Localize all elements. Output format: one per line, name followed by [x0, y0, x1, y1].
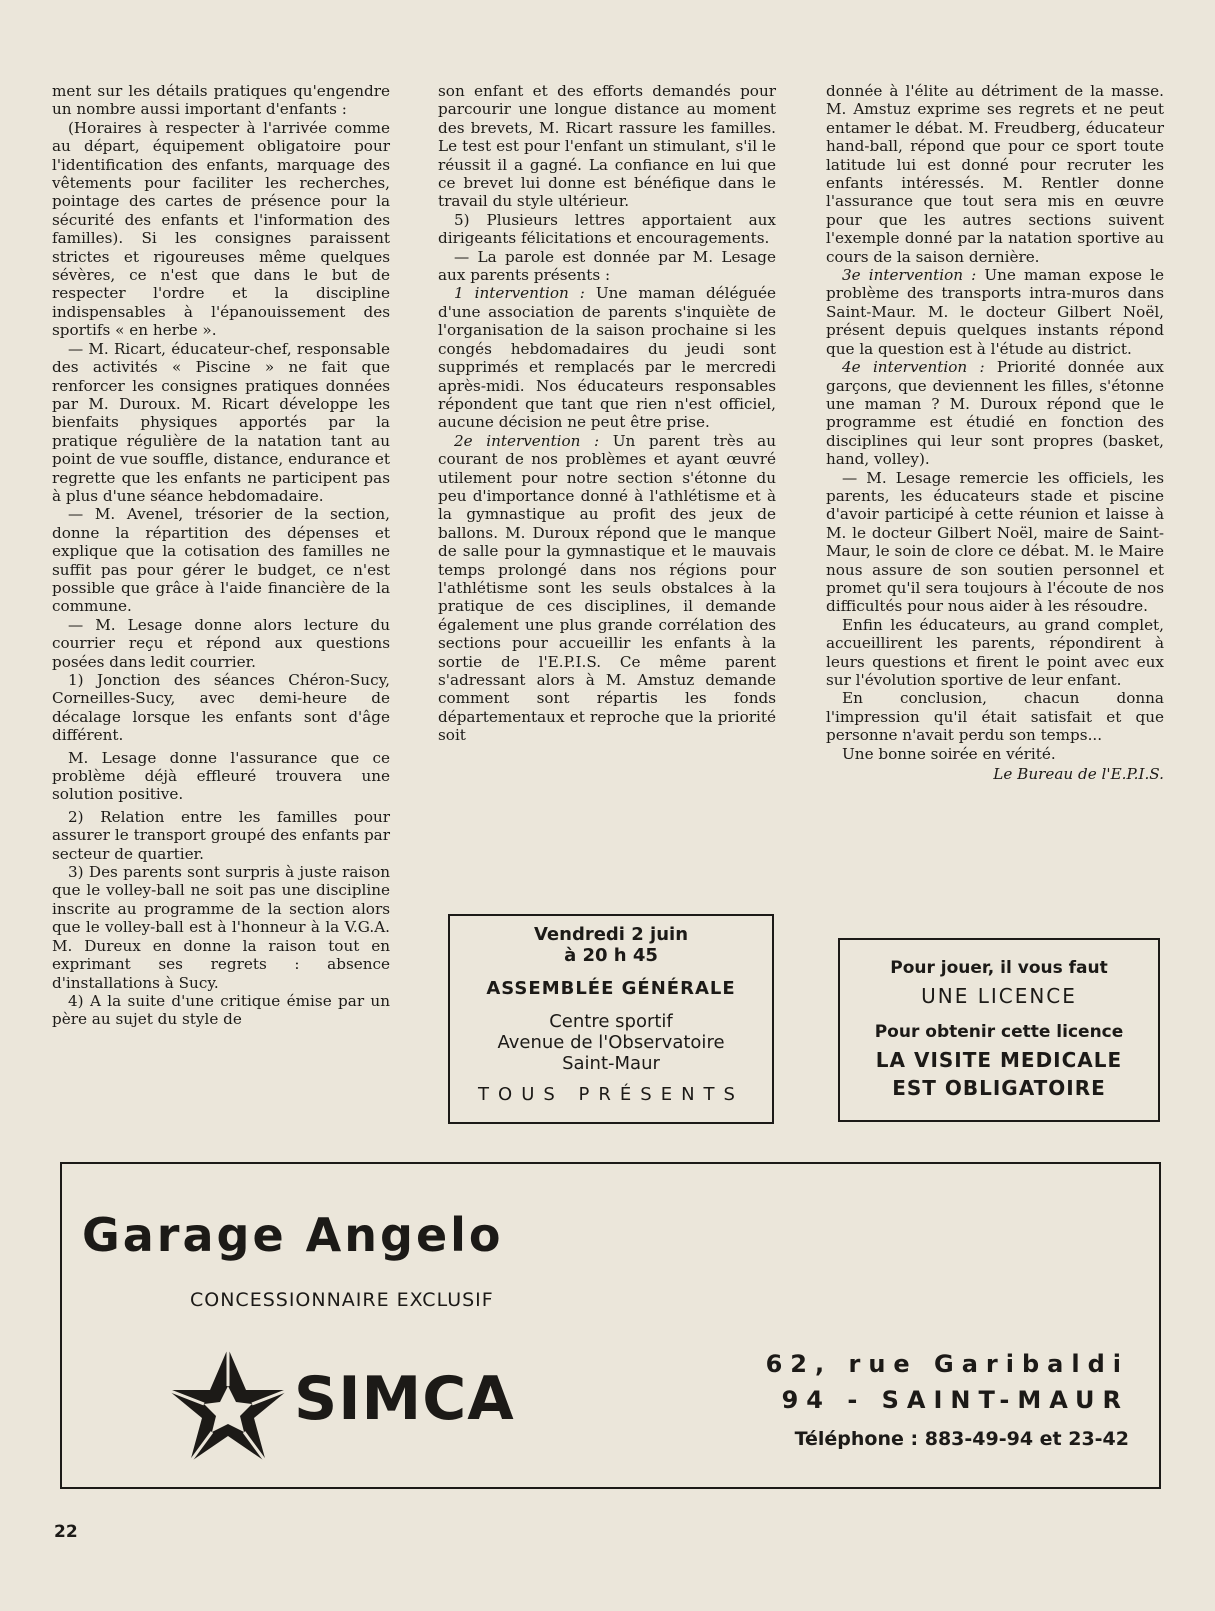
meeting-time: à 20 h 45 — [564, 945, 658, 966]
intervention-label: 2e intervention : — [454, 431, 600, 450]
meeting-place: Centre sportif — [549, 1011, 673, 1032]
page-number: 22 — [54, 1522, 78, 1542]
paragraph: — M. Ricart, éducateur-chef, responsable des activités « Piscine » ne fait que renforcer les consignes pratiques données par M. Duroux. M. Ricart développe les bienfaits physiques apportés par la pratique régulière de la natation tant au point de vue souffle, distance, endurance et regrette que les enfants ne participent pas à plus d'une séance hebdomadaire. — [52, 339, 390, 505]
paragraph: 2) Relation entre les familles pour assurer le transport groupé des enfants par secteur de quartier. — [52, 807, 390, 863]
ad-phone: Téléphone : 883-49-94 et 23-42 — [794, 1428, 1129, 1450]
licence-line: Pour obtenir cette licence — [874, 1022, 1124, 1042]
ad-logo-text: SIMCA — [294, 1364, 515, 1434]
paragraph: 5) Plusieurs lettres apportaient aux dirigeants félicitations et encouragements. — [438, 210, 776, 248]
paragraph: 4) A la suite d'une critique émise par un père au sujet du style de — [52, 991, 390, 1029]
paragraph: Enfin les éducateurs, au grand complet, accueillirent les parents, répondirent à leurs questions et firent le point avec eux sur l'évolution sportive de leur enfant. — [826, 615, 1164, 689]
paragraph: ment sur les détails pratiques qu'engendre un nombre aussi important d'enfants : — [52, 82, 390, 119]
paragraph: donnée à l'élite au détriment de la masse. M. Amstuz exprime ses regrets et ne peut entamer le débat. M. Freudberg, éducateur hand-ball, répond que pour ce sport toute latitude lui est donné pour recruter les enfants intéressés. M. Rentler donne l'assurance que tout sera mis en œuvre pour que les autres sections suivent l'exemple donné par la natation sportive au cours de la saison dernière. — [826, 82, 1164, 266]
ad-address-line: 62, rue Garibaldi — [765, 1350, 1129, 1378]
licence-line: EST OBLIGATOIRE — [892, 1076, 1106, 1100]
paragraph: — M. Lesage remercie les officiels, les parents, les éducateurs stade et piscine d'avoir participé à cette réunion et laisse à M. le docteur Gilbert Noël, maire de Saint-Maur, le soin de clore ce débat. M. le Maire nous assure de son soutien personnel et promet qu'il sera toujours à l'écoute de nos difficultés pour nous aider à les résoudre. — [826, 468, 1164, 616]
paragraph: Une bonne soirée en vérité. — [842, 744, 1056, 763]
intervention-label: 1 intervention : — [454, 284, 585, 303]
meeting-place: Avenue de l'Observatoire — [497, 1032, 725, 1053]
paragraph: son enfant et des efforts demandés pour parcourir une longue distance au moment des brevets, M. Ricart rassure les familles. Le test est pour l'enfant un stimulant, s'il le réussit il a gagné. La confiance en lui que ce brevet lui donne est bénéfique dans le travail du style ultérieur. — [438, 82, 776, 211]
meeting-date: Vendredi 2 juin — [533, 924, 689, 945]
paragraph: — M. Lesage donne alors lecture du courrier reçu et répond aux questions posées dans ledit courrier. — [52, 615, 390, 671]
licence-notice-box — [838, 938, 1160, 1122]
paragraph: M. Lesage donne l'assurance que ce problème déjà effleuré trouvera une solution positive. — [52, 748, 390, 804]
paragraph — [438, 284, 776, 431]
paragraph: (Horaires à respecter à l'arrivée comme au départ, équipement obligatoire pour l'identification des enfants, marquage des vêtements pour faciliter les recherches, pointage des cartes de présence pour la sécurité des enfants et l'information des familles). Si les consignes paraissent strictes et rigoureuses même quelques sévères, ce n'est que dans le but de respecter l'ordre et la discipline indispensables à l'épanouissement des sportifs « en herbe ». — [52, 118, 390, 340]
paragraph — [826, 358, 1164, 468]
meeting-title: ASSEMBLÉE GÉNÉRALE — [486, 978, 736, 999]
meeting-footer: TOUS PRÉSENTS — [478, 1084, 744, 1105]
article-column-2 — [438, 82, 776, 745]
article-column-1 — [52, 82, 390, 1029]
licence-line: UNE LICENCE — [921, 984, 1077, 1008]
paragraph: En conclusion, chacun donna l'impression qu'il était satisfait et que personne n'avait perdu son temps... — [826, 689, 1164, 745]
intervention-text: Un parent très au courant de nos problèmes et ayant œuvré utilement pour notre section s'étonne du peu d'importance donné à l'athlétisme et à la gymnastique au profit des jeux de ballons. M. Duroux répond que le manque de salle pour la gymnastique et le mauvais temps prolongé dans nos régions pour l'athlétisme sont les seuls obstalces à la pratique de ces disciplines, il demande également une plus grande corrélation des sections pour accueillir les enfants à la sortie de l'E.P.I.S. Ce même parent s'adressant alors à M. Amstuz demande comment sont répartis les fonds départementaux et reproche que la priorité soit — [438, 431, 776, 745]
paragraph: 3) Des parents sont surpris à juste raison que le volley-ball ne soit pas une discipline inscrite au programme de la section alors que le volley-ball est à l'honneur à la V.G.A. M. Dureux en donne la raison tout en exprimant ses regrets : absence d'installations à Sucy. — [52, 863, 390, 992]
ad-dealer-line: CONCESSIONNAIRE EXCLUSIF — [190, 1289, 494, 1311]
paragraph: — La parole est donnée par M. Lesage aux parents présents : — [438, 247, 776, 285]
licence-line: LA VISITE MEDICALE — [875, 1048, 1123, 1072]
intervention-text: Une maman déléguée d'une association de parents s'inquiète de l'organisation de la saison prochaine si les congés hebdomadaires du jeudi sont supprimés et remplacés par le mercredi après-midi. Nos éducateurs responsables répondent que tant que rien n'est officiel, aucune décision ne peut être prise. — [438, 284, 776, 432]
simca-star-logo-icon — [166, 1346, 290, 1466]
advertisement — [60, 1162, 1161, 1489]
intervention-text: Priorité donnée aux garçons, que deviennent les filles, s'étonne une maman ? M. Duroux répond que le programme est étudié en fonction des disciplines qui leur sont propres (basket, hand, volley). — [826, 358, 1164, 469]
paragraph — [438, 432, 776, 745]
meeting-announcement-box — [448, 914, 774, 1124]
intervention-label: 3e intervention : — [842, 266, 977, 285]
intervention-label: 4e intervention : — [842, 358, 985, 377]
article-column-3 — [826, 82, 1164, 783]
licence-line: Pour jouer, il vous faut — [890, 958, 1108, 978]
paragraph: — M. Avenel, trésorier de la section, donne la répartition des dépenses et explique que la cotisation des familles ne suffit pas pour gérer le budget, ce n'est possible que grâce à l'aide financière de la commune. — [52, 505, 390, 616]
ad-brand: Garage Angelo — [82, 1208, 504, 1262]
ad-address-line: 94 - SAINT-MAUR — [781, 1386, 1129, 1414]
paragraph — [826, 266, 1164, 358]
intervention-text: Une maman expose le problème des transports intra-muros dans Saint-Maur. M. le docteur Gilbert Noël, présent depuis quelques instants répond que la question est à l'étude au district. — [826, 266, 1164, 358]
signature: Le Bureau de l'E.P.I.S. — [993, 765, 1164, 784]
meeting-place: Saint-Maur — [562, 1053, 660, 1074]
paragraph: 1) Jonction des séances Chéron-Sucy, Corneilles-Sucy, avec demi-heure de décalage lorsque les enfants sont d'âge différent. — [52, 671, 390, 745]
